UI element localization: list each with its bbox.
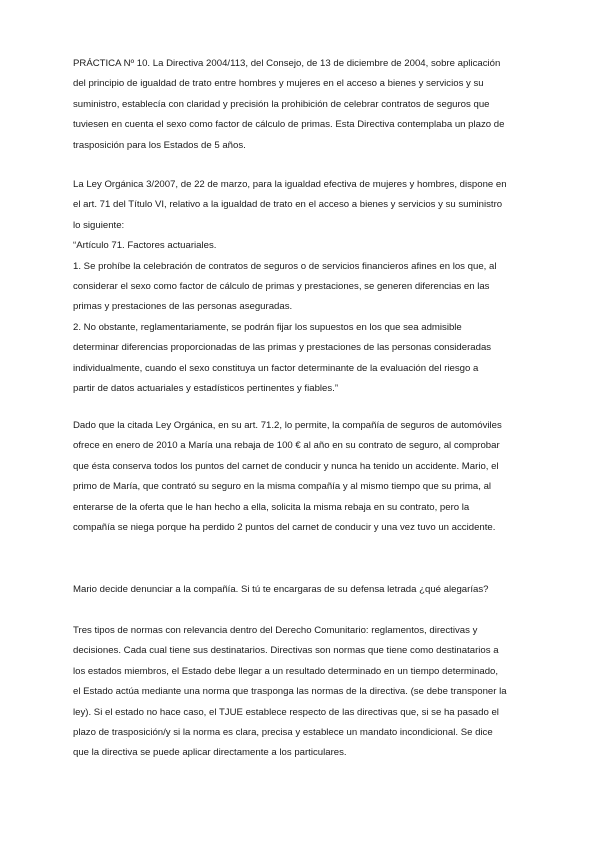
- text-line: compañía se niega porque ha perdido 2 puntos del carnet de conducir y una vez tuvo un accidente.: [73, 521, 496, 533]
- paragraph-question: [73, 580, 529, 600]
- text-line: PRÁCTICA Nº 10. La Directiva 2004/113, del Consejo, de 13 de diciembre de 2004, sobre aplicación: [73, 58, 501, 69]
- paragraph-practice-statement: [73, 54, 529, 156]
- text-line: el art. 71 del Título VI, relativo a la igualdad de trato en el acceso a bienes y servicios y su suministro: [73, 199, 503, 211]
- text-line: plazo de trasposición/y si la norma es clara, precisa y establece un mandato incondicional. Se dice: [73, 726, 493, 738]
- text-line: primo de María, que contrató su seguro en la misma compañía y al mismo tiempo que su prima, al: [73, 481, 492, 493]
- text-line: Mario decide denunciar a la compañía. Si tú te encargaras de su defensa letrada ¿qué alegarías?: [73, 584, 489, 595]
- text-line: enterarse de la oferta que le han hecho a ella, solicita la misma rebaja en su contrato, pero la: [73, 501, 470, 513]
- text-line: partir de datos actuariales y estadísticos pertinentes y fiables.”: [73, 382, 339, 394]
- text-line: decisiones. Cada cual tiene sus destinatarios. Directivas son normas que tiene como destinatarios a: [73, 645, 499, 657]
- paragraph-organic-law-quote: [73, 175, 529, 399]
- text-line: considerar el sexo como factor de cálculo de primas y prestaciones, se generen diferencias en las: [73, 280, 490, 292]
- text-line: suministro, establecía con claridad y precisión la prohibición de celebrar contratos de seguros que: [73, 98, 490, 110]
- text-line: ofrece en enero de 2010 a María una rebaja de 100 € al año en su contrato de seguro, al comprobar: [73, 440, 500, 452]
- text-line: que la directiva se puede aplicar directamente a los particulares.: [73, 747, 347, 759]
- text-line: “Artículo 71. Factores actuariales.: [73, 240, 217, 252]
- text-line: ley). Si el estado no hace caso, el TJUE establece respecto de las directivas que, si se ha pasado el: [73, 706, 499, 718]
- text-line: trasposición para los Estados de 5 años.: [73, 139, 246, 151]
- text-line: Tres tipos de normas con relevancia dentro del Derecho Comunitario: reglamentos, directivas y: [73, 625, 478, 636]
- text-line: el Estado actúa mediante una norma que trasponga las normas de la directiva. (se debe transponer la: [73, 686, 507, 698]
- text-line: que ésta conserva todos los puntos del carnet de conducir y nunca ha tenido un accidente. Mario, el: [73, 460, 499, 472]
- text-line: 1. Se prohíbe la celebración de contratos de seguros o de servicios financieros afines en los que, al: [73, 260, 497, 272]
- text-line: determinar diferencias proporcionadas de las primas y prestaciones de las personas consideradas: [73, 342, 492, 354]
- paragraph-case-facts: [73, 416, 529, 538]
- text-line: tuviesen en cuenta el sexo como factor de cálculo de primas. Esta Directiva contemplaba un plazo de: [73, 119, 505, 131]
- text-line: La Ley Orgánica 3/2007, de 22 de marzo, para la igualdad efectiva de mujeres y hombres, dispone en: [73, 179, 507, 190]
- text-line: los estados miembros, el Estado debe llegar a un resultado determinado en un tiempo determinado,: [73, 665, 499, 677]
- text-line: Dado que la citada Ley Orgánica, en su art. 71.2, lo permite, la compañía de seguros de automóviles: [73, 420, 502, 431]
- text-line: primas y prestaciones de las personas aseguradas.: [73, 301, 293, 313]
- text-line: individualmente, cuando el sexo constituya un factor determinante de la evaluación del riesgo a: [73, 362, 479, 374]
- text-line: 2. No obstante, reglamentariamente, se podrán fijar los supuestos en los que sea admisible: [73, 321, 462, 333]
- text-line: lo siguiente:: [73, 219, 125, 231]
- text-line: del principio de igualdad de trato entre hombres y mujeres en el acceso a bienes y servicios y su: [73, 78, 484, 90]
- paragraph-answer: [73, 621, 529, 764]
